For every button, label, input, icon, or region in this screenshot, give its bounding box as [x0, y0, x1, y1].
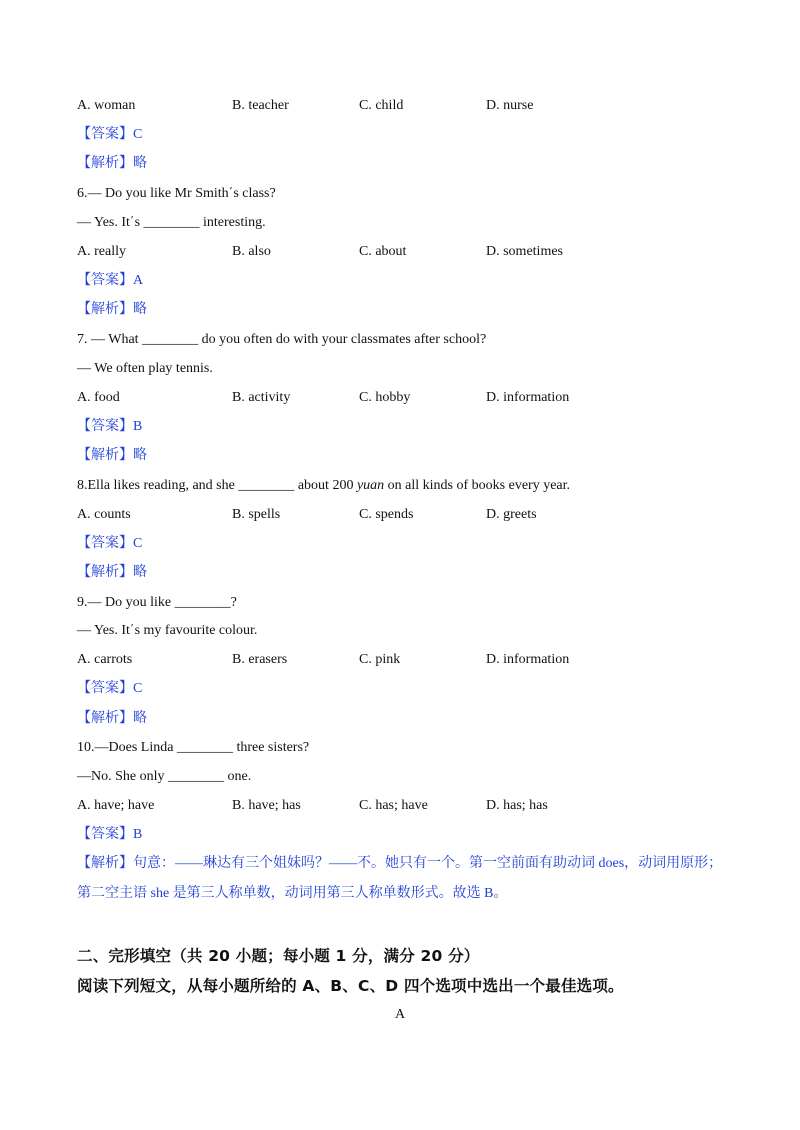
q10-blank-1: ________ — [176, 740, 233, 755]
q6-option-d: D. sometimes — [486, 244, 563, 259]
q10-option-b: B. have; has — [232, 798, 301, 813]
q9-option-d: D. information — [486, 652, 570, 667]
q7-line1-post: do you often do with your classmates after school? — [198, 332, 487, 347]
q8-question — [77, 477, 570, 495]
q10-question-line2 — [77, 768, 251, 786]
q8-option-d: D. greets — [486, 507, 537, 522]
q5-option-c: C. child — [359, 98, 404, 113]
q8-pre: 8.Ella likes reading, and she — [77, 478, 239, 493]
q10-line1-post: three sisters? — [232, 740, 310, 755]
passage-label: A — [394, 1007, 406, 1022]
q9-question-line1 — [77, 594, 237, 612]
q9-question-line2: — Yes. It΄s my favourite colour. — [77, 623, 258, 638]
q9-answer: 【答案】C — [77, 681, 143, 696]
q6-analysis: 【解析】略 — [77, 302, 147, 317]
q9-analysis: 【解析】略 — [77, 711, 147, 726]
q8-option-c: C. spends — [359, 507, 414, 522]
q6-line2-pre: — Yes. It΄s — [77, 215, 144, 230]
q10-line2-pre: —No. She only — [77, 769, 168, 784]
q10-option-d: D. has; has — [486, 798, 548, 813]
q8-italic-word: yuan — [356, 478, 385, 493]
q7-option-a: A. food — [77, 390, 120, 405]
q10-option-c: C. has; have — [359, 798, 428, 813]
q9-line1-pre: 9.— Do you like — [77, 595, 175, 610]
q7-question-line2: — We often play tennis. — [77, 361, 213, 376]
q7-answer: 【答案】B — [77, 419, 143, 434]
q10-answer: 【答案】B — [77, 827, 143, 842]
q8-analysis: 【解析】略 — [77, 565, 147, 580]
q10-analysis-line1: 【解析】句意：——琳达有三个姐妹吗？——不。她只有一个。第一空前面有助动词 does，动词用原形； — [77, 856, 723, 871]
q8-options — [77, 506, 717, 524]
q7-options — [77, 389, 717, 407]
q6-question-line1: 6.— Do you like Mr Smith΄s class? — [77, 186, 276, 201]
q5-answer: 【答案】C — [77, 127, 143, 142]
q7-blank: ________ — [142, 332, 199, 347]
q5-option-b: B. teacher — [232, 98, 289, 113]
q9-option-b: B. erasers — [232, 652, 288, 667]
q6-option-b: B. also — [232, 244, 271, 259]
q6-question-line2 — [77, 214, 266, 232]
q7-option-c: C. hobby — [359, 390, 411, 405]
q7-analysis: 【解析】略 — [77, 448, 147, 463]
q8-option-b: B. spells — [232, 507, 281, 522]
q10-question-line1 — [77, 739, 309, 757]
q6-blank: ________ — [143, 215, 200, 230]
q5-options — [77, 97, 717, 115]
q10-option-a: A. have; have — [77, 798, 155, 813]
q9-option-c: C. pink — [359, 652, 401, 667]
q10-options — [77, 797, 717, 815]
q8-option-a: A. counts — [77, 507, 131, 522]
q5-option-a: A. woman — [77, 98, 136, 113]
q7-question-line1 — [77, 331, 486, 349]
q10-line1-pre: 10.—Does Linda — [77, 740, 177, 755]
q8-mid: about 200 — [294, 478, 357, 493]
q9-line1-post: ? — [230, 595, 237, 610]
section-2-title: 二、完形填空（共 20 小题；每小题 1 分，满分 20 分） — [77, 947, 480, 965]
q9-option-a: A. carrots — [77, 652, 133, 667]
q7-option-d: D. information — [486, 390, 570, 405]
q8-post: on all kinds of books every year. — [384, 478, 571, 493]
q6-option-a: A. really — [77, 244, 126, 259]
section-2-instruction: 阅读下列短文，从每小题所给的 A、B、C、D 四个选项中选出一个最佳选项。 — [77, 977, 624, 995]
q5-analysis: 【解析】略 — [77, 156, 147, 171]
q10-line2-post: one. — [224, 769, 252, 784]
q8-blank: ________ — [238, 478, 295, 493]
q6-option-c: C. about — [359, 244, 407, 259]
q10-blank-2: ________ — [168, 769, 224, 784]
q10-analysis-line2: 第二空主语 she 是第三人称单数，动词用第三人称单数形式。故选 B。 — [77, 886, 508, 901]
q9-blank: ________ — [174, 595, 231, 610]
q8-answer: 【答案】C — [77, 536, 143, 551]
q9-options — [77, 651, 717, 669]
q5-option-d: D. nurse — [486, 98, 534, 113]
q6-options — [77, 243, 717, 261]
q6-answer: 【答案】A — [77, 273, 144, 288]
q7-option-b: B. activity — [232, 390, 291, 405]
q7-line1-pre: 7. — What — [77, 332, 143, 347]
q6-line2-post: interesting. — [199, 215, 266, 230]
